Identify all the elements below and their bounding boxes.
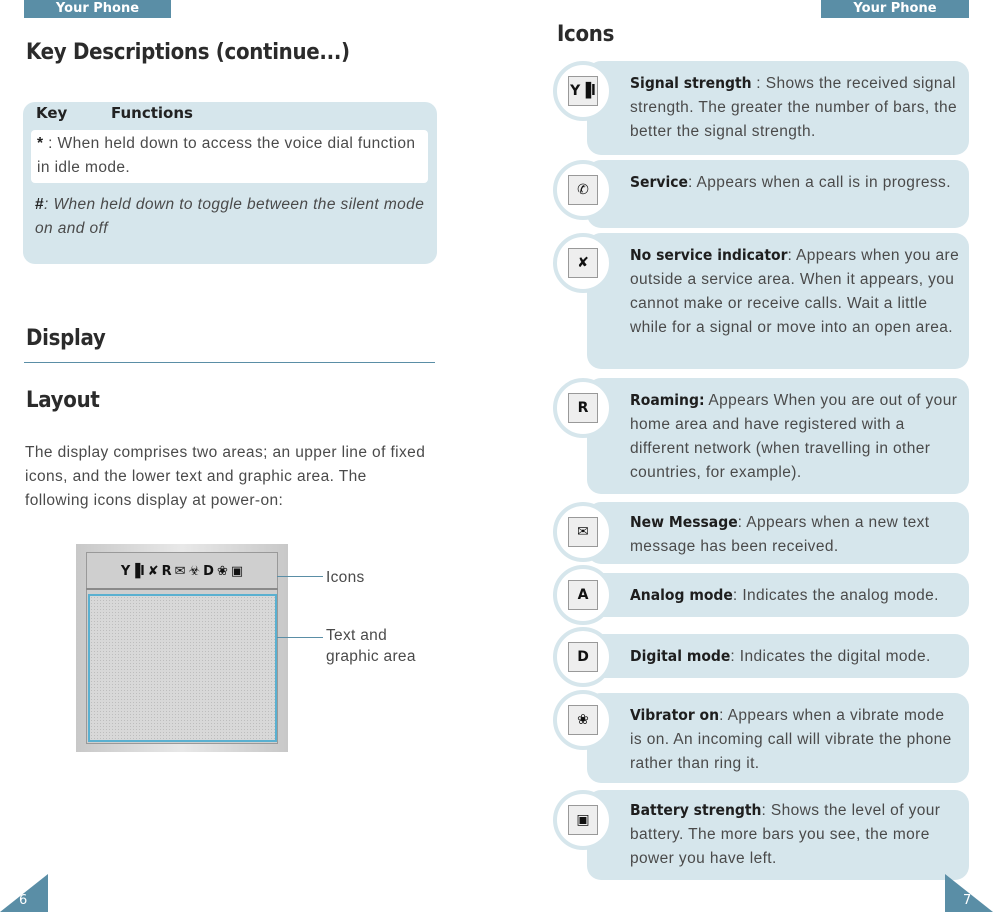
- icon-description: Service: Appears when a call is in progress.: [630, 173, 951, 191]
- vibrator-icon: ❀: [216, 563, 228, 579]
- icons-title: Icons: [557, 22, 615, 47]
- icon-name: Roaming:: [630, 391, 705, 409]
- icon-bubble: [553, 502, 613, 562]
- icon-bubble: [553, 790, 613, 850]
- icon-row-message: [587, 502, 969, 564]
- vibrator-icon: ❀: [568, 705, 598, 735]
- digital-mode-icon: D: [203, 563, 214, 579]
- icon-bubble: [553, 160, 613, 220]
- key-column-header: Key: [36, 104, 68, 122]
- no-service-icon: ✘: [568, 248, 598, 278]
- key-symbol: *: [37, 135, 44, 152]
- display-icon-bar: [86, 554, 278, 590]
- icon-name: Analog mode: [630, 586, 733, 604]
- icons-leader-line: [277, 576, 323, 577]
- icon-row-battery: [587, 790, 969, 880]
- icon-row-analog: [587, 573, 969, 617]
- icon-row-vibrator: [587, 693, 969, 783]
- header-tab-left: Your Phone: [24, 0, 171, 18]
- icon-bubble: [553, 61, 613, 121]
- icon-row-roaming: [587, 378, 969, 494]
- icon-desc: Appears when a vibrate mode is on. An incoming call will vibrate the phone rather than ring it.: [630, 707, 952, 772]
- icon-description: [630, 388, 960, 485]
- icon-row-no-service: [587, 233, 969, 369]
- battery-icon: ▣: [568, 805, 598, 835]
- layout-description: The display comprises two areas; an upper line of fixed icons, and the lower text and graphic area. The following icons display at power-on:: [25, 444, 426, 509]
- analog-mode-icon: A: [568, 580, 598, 610]
- signal-strength-icon: Y▐l: [568, 76, 598, 106]
- key-row-hash: [35, 193, 430, 241]
- icon-description: Vibrator on: Appears when a vibrate mode is on. An incoming call will vibrate the phone rather than ring it.: [630, 706, 952, 772]
- icon-name: Digital mode: [630, 647, 731, 665]
- display-heading: Display: [26, 326, 106, 351]
- icon-bubble: [553, 627, 613, 687]
- page-number-left: 6: [19, 893, 28, 908]
- roaming-icon: R: [161, 563, 172, 579]
- icon-bubble: [553, 690, 613, 750]
- icon-name: Signal strength: [630, 74, 752, 92]
- icon-bubble: [553, 233, 613, 293]
- key-row-star: [31, 130, 428, 183]
- icon-desc: Appears when a call is in progress.: [696, 174, 951, 191]
- page-number-right: 7: [963, 893, 972, 908]
- analog-mode-icon: ☣: [188, 563, 201, 579]
- icon-name: New Message: [630, 513, 738, 531]
- key-function-text: : When held down to access the voice dial function in idle mode.: [37, 135, 416, 176]
- icon-desc: Appears When you are out of your home area and have registered with a different network (when travelling in other countries, for example).: [630, 392, 958, 481]
- icon-description: Battery strength: Shows the level of your battery. The more bars you see, the more power you have left.: [630, 801, 941, 867]
- key-function-text: : When held down to toggle between the silent mode on and off: [35, 196, 425, 237]
- icon-desc: Appears when a new text message has been received.: [630, 514, 930, 555]
- icon-description: Analog mode: Indicates the analog mode.: [630, 586, 939, 604]
- icon-name: No service indicator: [630, 246, 788, 264]
- key-symbol: #: [35, 196, 45, 213]
- message-icon: ✉: [174, 563, 186, 579]
- functions-column-header: Functions: [111, 104, 193, 122]
- signal-strength-icon: Y▐l: [120, 563, 145, 579]
- digital-mode-icon: D: [568, 642, 598, 672]
- key-descriptions-title: Key Descriptions (continue...): [26, 40, 350, 65]
- roaming-icon: R: [568, 393, 598, 423]
- icon-desc: Shows the received signal strength. The greater the number of bars, the better the signal strength.: [630, 75, 958, 140]
- envelope-icon: ✉: [568, 517, 598, 547]
- phone-icon: ✆: [568, 175, 598, 205]
- battery-icon: ▣: [230, 563, 244, 579]
- icon-description: New Message: Appears when a new text message has been received.: [630, 513, 930, 555]
- no-service-icon: ✘: [147, 563, 159, 579]
- icon-name: Battery strength: [630, 801, 762, 819]
- icon-row-signal: [587, 61, 969, 155]
- icon-description: Digital mode: Indicates the digital mode.: [630, 647, 931, 665]
- header-tab-right: Your Phone: [821, 0, 969, 18]
- icon-bubble: [553, 565, 613, 625]
- icon-desc: Indicates the digital mode.: [739, 648, 931, 665]
- icon-description: No service indicator: Appears when you are outside a service area. When it appears, you cannot make or receive calls. Wait a little while for a signal or move into an open area.: [630, 246, 960, 336]
- icon-row-service: [587, 160, 969, 228]
- icon-description: Signal strength : Shows the received signal strength. The greater the number of bars, the better the signal strength.: [630, 74, 958, 140]
- layout-heading: Layout: [26, 388, 100, 413]
- section-divider: [24, 362, 435, 363]
- icon-bubble: [553, 378, 613, 438]
- icon-name: Vibrator on: [630, 706, 720, 724]
- icon-name: Service: [630, 173, 688, 191]
- text-graphic-area: [88, 594, 277, 742]
- icons-callout: Icons: [326, 569, 365, 586]
- icon-desc: Appears when you are outside a service area. When it appears, you cannot make or receive calls. Wait a little while for a signal or move into an open area.: [630, 247, 960, 336]
- text-area-leader-line: [277, 637, 323, 638]
- icon-desc: Indicates the analog mode.: [742, 587, 939, 604]
- icon-row-digital: [587, 634, 969, 678]
- icon-desc: Shows the level of your battery. The more bars you see, the more power you have left.: [630, 802, 941, 867]
- text-area-callout: Text and graphic area: [326, 627, 416, 665]
